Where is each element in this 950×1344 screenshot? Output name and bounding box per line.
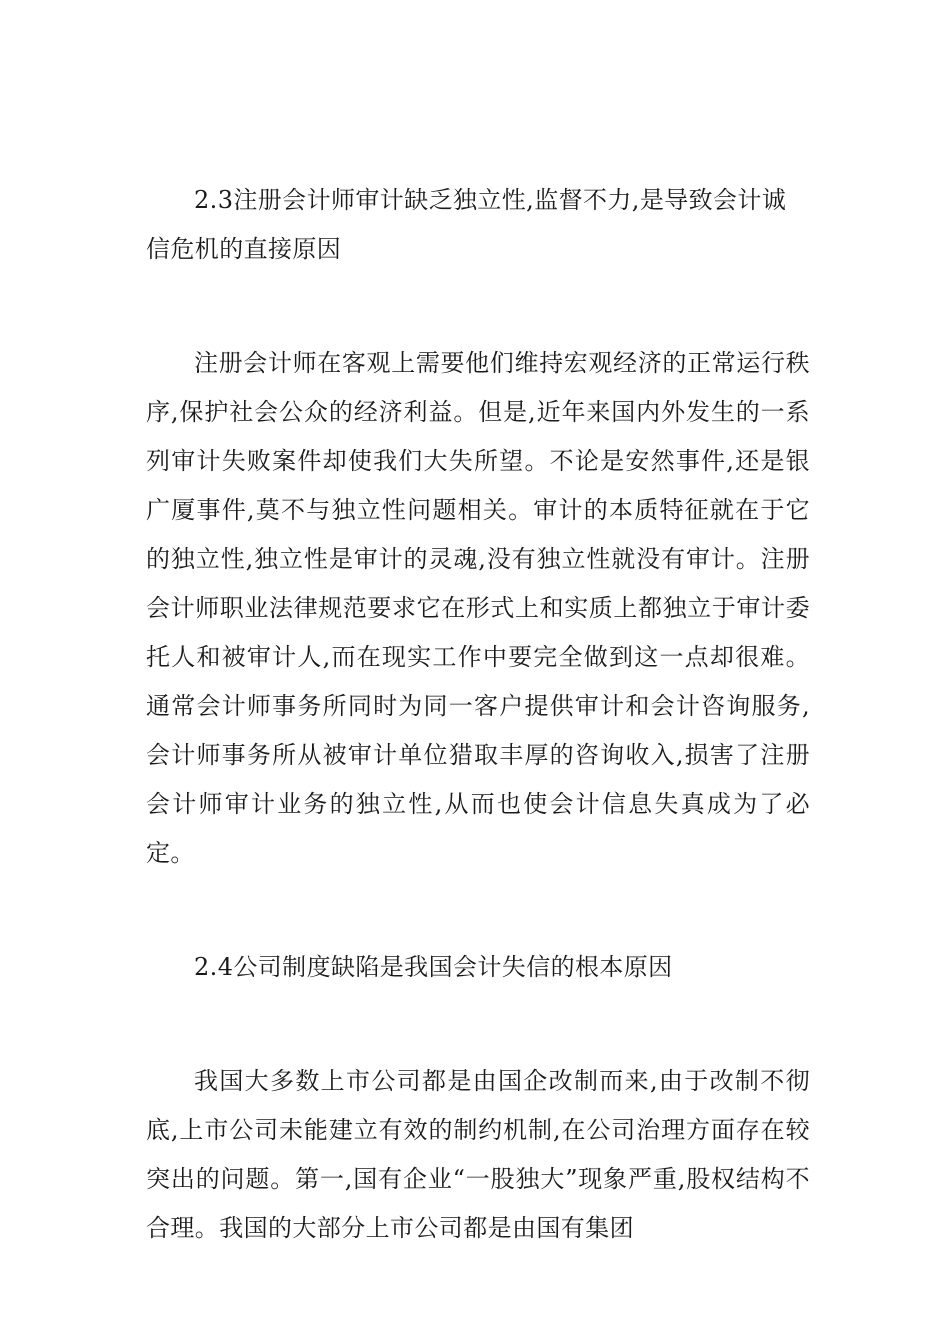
document-page — [146, 176, 810, 1253]
section-heading-2-4: 2.4公司制度缺陷是我国会计失信的根本原因 — [194, 953, 673, 981]
section-body-2-4: 我国大多数上市公司都是由国企改制而来,由于改制不彻底,上市公司未能建立有效的制约机制,在公司治理方面存在较突出的问题。第一,国有企业“一股独大”现象严重,股权结构不合理。我国的大部分上市公司都是由国有集团 — [146, 1067, 810, 1242]
spacer — [146, 878, 810, 943]
section-body-2-3: 注册会计师在客观上需要他们维持宏观经济的正常运行秩序,保护社会公众的经济利益。但是,近年来国内外发生的一系列审计失败案件却使我们大失所望。不论是安然事件,还是银广厦事件,莫不与独立性问题相关。审计的本质特征就在于它的独立性,独立性是审计的灵魂,没有独立性就没有审计。注册会计师职业法律规范要求它在形式上和实质上都独立于审计委托人和被审计人,而在现实工作中要完全做到这一点却很难。通常会计师事务所同时为同一客户提供审计和会计咨询服务,会计师事务所从被审计单位猎取丰厚的咨询收入,损害了注册会计师审计业务的独立性,从而也使会计信息失真成为了必定。 — [146, 349, 810, 867]
spacer — [146, 992, 810, 1057]
section-heading-2-3: 2.3注册会计师审计缺乏独立性,监督不力,是导致会计诚信危机的直接原因 — [146, 186, 787, 263]
spacer — [146, 274, 810, 339]
